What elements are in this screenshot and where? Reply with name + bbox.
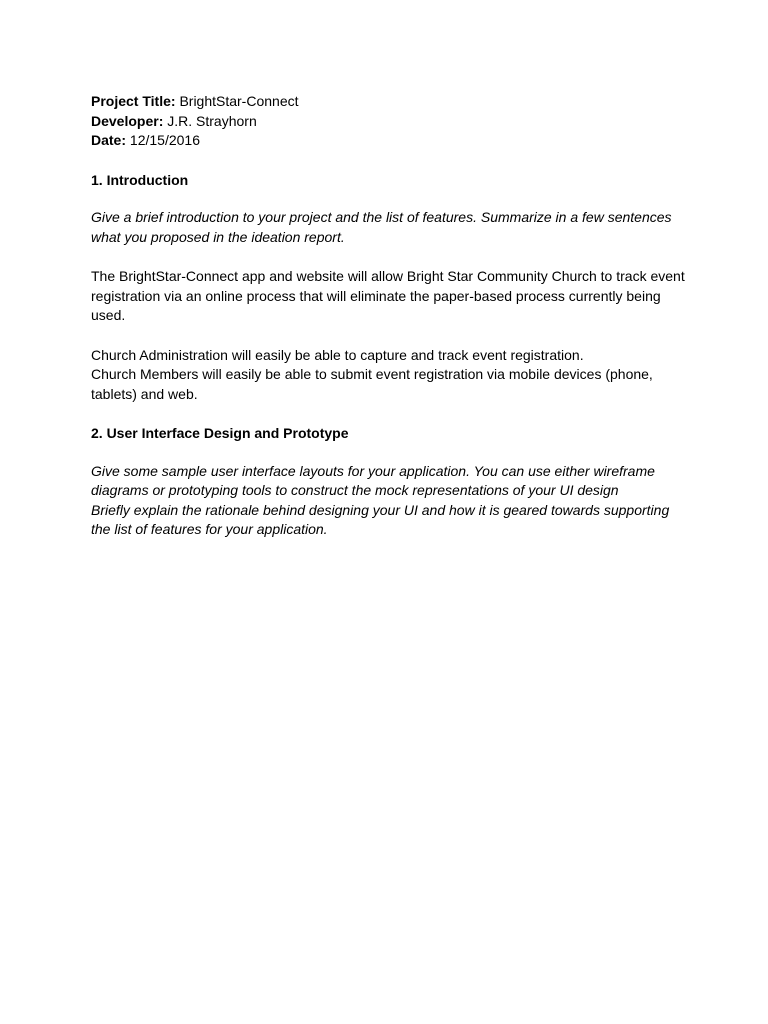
introduction-paragraph-2 (91, 346, 681, 405)
project-title-line (91, 92, 681, 112)
date-line (91, 131, 681, 151)
developer-value: J.R. Strayhorn (167, 112, 257, 129)
ui-design-heading: 2. User Interface Design and Prototype (91, 425, 349, 441)
developer-line (91, 112, 681, 132)
date-label: Date: (91, 132, 127, 148)
introduction-paragraph-line: used. (91, 307, 126, 323)
project-title-value: BrightStar-Connect (179, 93, 299, 109)
introduction-paragraph-line: Church Administration will easily be able to capture and track event registration. (91, 346, 584, 363)
ui-design-instruction-line: Briefly explain the rationale behind designing your UI and how it is geared towards supporting (91, 501, 670, 518)
developer-label: Developer: (91, 112, 164, 129)
introduction-heading: 1. Introduction (91, 171, 189, 188)
ui-design-instructions (91, 462, 681, 540)
document-page (91, 92, 685, 540)
introduction-instruction-line: Give a brief introduction to your project and the list of features. Summarize in a few sentences (91, 209, 672, 225)
ui-design-instruction-line: the list of features for your application. (91, 521, 328, 537)
ui-design-instruction-line: Give some sample user interface layouts for your application. You can use either wireframe (91, 462, 655, 479)
date-value: 12/15/2016 (129, 132, 200, 148)
project-title-label: Project Title: (91, 93, 176, 109)
introduction-paragraph-line: Church Members will easily be able to submit event registration via mobile devices (phone, (91, 366, 653, 382)
introduction-paragraph-line: registration via an online process that will eliminate the paper-based process currently being (91, 287, 661, 304)
introduction-paragraph-line: The BrightStar-Connect app and website will allow Bright Star Community Church to track event (91, 268, 685, 284)
introduction-paragraph-line: tablets) and web. (91, 385, 198, 402)
ui-design-instruction-line: diagrams or prototyping tools to construct the mock representations of your UI design (91, 482, 619, 498)
introduction-instruction-line: what you proposed in the ideation report. (91, 228, 345, 245)
introduction-instructions (91, 208, 681, 247)
introduction-paragraph-1 (91, 267, 685, 326)
